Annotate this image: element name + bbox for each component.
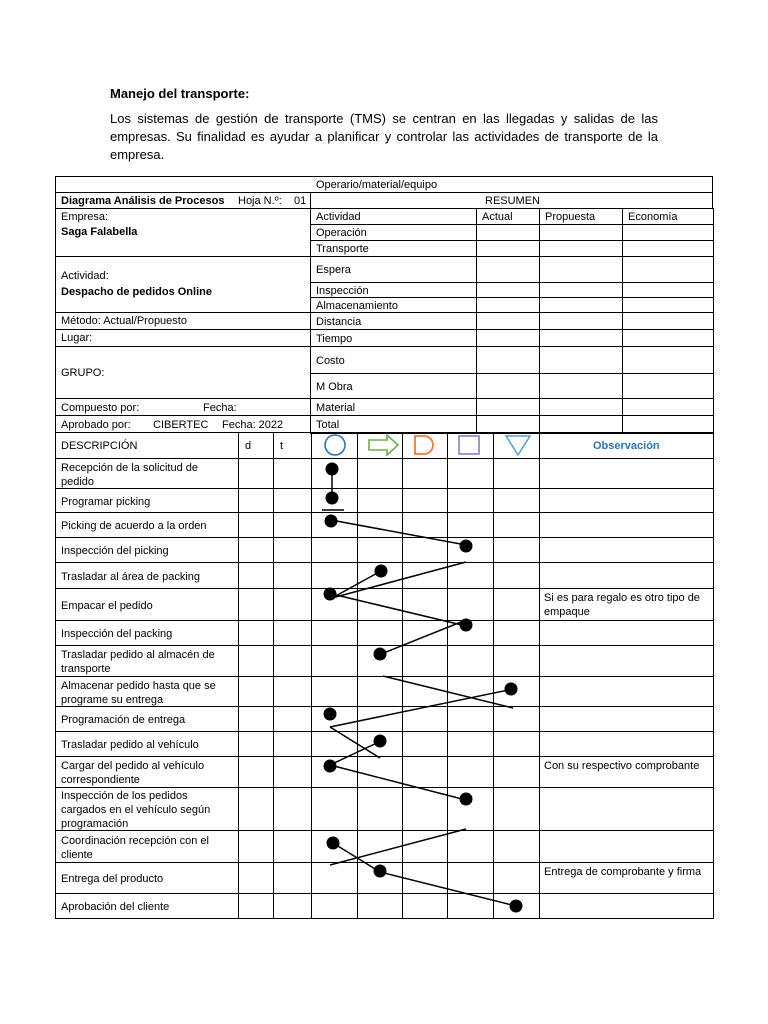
step-observation: Con su respectivo comprobante bbox=[544, 760, 700, 772]
flow-step-dot bbox=[324, 588, 337, 601]
step-description: Empacar el pedido bbox=[61, 600, 153, 612]
empresa-value: Saga Falabella bbox=[61, 226, 138, 238]
hoja-value: 01 bbox=[294, 195, 307, 207]
flow-connector-line bbox=[380, 872, 516, 906]
flow-connector-line bbox=[330, 765, 466, 800]
flow-step-dot bbox=[460, 619, 473, 632]
diagram-title: Diagrama Análisis de Procesos bbox=[61, 195, 225, 207]
summary-row-label: Tiempo bbox=[316, 333, 353, 345]
step-observation: Entrega de comprobante y firma bbox=[544, 866, 702, 878]
step-description: Coordinación recepción con el cliente bbox=[61, 835, 209, 861]
summary-row-label: Material bbox=[316, 402, 356, 414]
flow-connector-line bbox=[330, 689, 513, 727]
aprobado-value: CIBERTEC bbox=[153, 419, 209, 431]
delay-d-icon bbox=[415, 436, 433, 454]
empresa-label: Empresa: bbox=[61, 211, 109, 223]
flow-connector-line bbox=[332, 594, 466, 626]
summary-row-label: Total bbox=[316, 419, 340, 431]
storage-triangle-icon bbox=[506, 436, 530, 455]
flow-step-dot bbox=[325, 515, 338, 528]
step-description: Programar picking bbox=[61, 496, 151, 508]
step-description: Inspección de los pedidos cargados en el vehículo según programación bbox=[61, 790, 211, 830]
flow-step-dot bbox=[324, 760, 337, 773]
step-description: Picking de acuerdo a la orden bbox=[61, 520, 207, 532]
flow-step-dot bbox=[374, 865, 387, 878]
observacion-header: Observación bbox=[593, 440, 660, 452]
hoja-label: Hoja N.º: bbox=[238, 195, 282, 207]
metodo-label: Método: Actual/Propuesto bbox=[61, 315, 187, 327]
step-description: Cargar del pedido al vehículo correspondiente bbox=[61, 760, 205, 786]
summary-row-label: Costo bbox=[316, 355, 345, 367]
flow-connector-line bbox=[333, 843, 380, 872]
summary-row-label: Operación bbox=[316, 227, 367, 239]
summary-row-label: Transporte bbox=[316, 243, 369, 255]
summary-row-label: Inspección bbox=[316, 285, 369, 297]
flow-step-dot bbox=[375, 565, 388, 578]
step-description: Inspección del packing bbox=[61, 628, 173, 640]
flow-step-dot bbox=[460, 793, 473, 806]
flow-connector-line bbox=[330, 829, 466, 865]
transport-arrow-icon bbox=[369, 435, 398, 455]
step-description: Recepción de la solicitud de pedido bbox=[61, 462, 198, 488]
step-description: Aprobación del cliente bbox=[61, 901, 170, 913]
lugar-label: Lugar: bbox=[61, 332, 93, 344]
compuesto-label: Compuesto por: bbox=[61, 402, 140, 414]
flow-step-dot bbox=[374, 735, 387, 748]
actividad-label: Actividad: bbox=[61, 270, 109, 282]
flow-step-dot bbox=[374, 648, 387, 661]
actividad-value: Despacho de pedidos Online bbox=[61, 286, 212, 298]
step-observation: Si es para regalo es otro tipo de empaque bbox=[544, 592, 700, 618]
flow-step-dot bbox=[510, 900, 523, 913]
resumen-label: RESUMEN bbox=[485, 195, 541, 207]
flow-step-dot bbox=[505, 683, 518, 696]
summary-row-label: Almacenamiento bbox=[316, 300, 398, 312]
descripcion-header: DESCRIPCIÓN bbox=[61, 440, 138, 452]
summary-row-label: Distancia bbox=[316, 316, 362, 328]
summary-header: Actual bbox=[482, 211, 513, 223]
fecha-label: Fecha: bbox=[203, 402, 237, 414]
step-description: Entrega del producto bbox=[61, 873, 164, 885]
flow-connector-line bbox=[381, 620, 466, 654]
step-description: Trasladar pedido al almacén de transporte bbox=[61, 649, 215, 675]
summary-header: Propuesta bbox=[545, 211, 596, 223]
grupo-label: GRUPO: bbox=[61, 367, 105, 379]
flow-connector-line bbox=[332, 562, 466, 598]
summary-header: Actividad bbox=[316, 211, 361, 223]
flow-step-dot bbox=[460, 540, 473, 553]
step-description: Inspección del picking bbox=[61, 545, 169, 557]
summary-row-label: Espera bbox=[316, 264, 351, 276]
step-description: Trasladar pedido al vehículo bbox=[61, 739, 199, 751]
d-header: d bbox=[245, 440, 252, 452]
flow-step-dot bbox=[326, 492, 339, 505]
operation-circle-icon bbox=[325, 435, 345, 455]
step-description: Trasladar al área de packing bbox=[61, 571, 201, 583]
top-header-label: Operario/material/equipo bbox=[316, 179, 438, 191]
fecha-aprobacion: Fecha: 2022 bbox=[222, 419, 284, 431]
t-header: t bbox=[280, 440, 284, 452]
flow-step-dot bbox=[324, 708, 337, 721]
intro-paragraph: Los sistemas de gestión de transporte (TMS) se centran en las llegadas y salidas de las empresas. Su finalidad es ayudar a planificar y controlar las actividades de transporte de la empresa. bbox=[110, 111, 658, 162]
step-description: Almacenar pedido hasta que se programe su entrega bbox=[61, 680, 216, 706]
flow-step-dot bbox=[326, 463, 339, 476]
inspection-square-icon bbox=[459, 436, 479, 454]
summary-row-label: M Obra bbox=[316, 381, 353, 393]
section-heading: Manejo del transporte: bbox=[110, 86, 250, 101]
aprobado-label: Aprobado por: bbox=[61, 419, 131, 431]
summary-header: Economía bbox=[628, 211, 678, 223]
flow-step-dot bbox=[327, 837, 340, 850]
flow-connector-line bbox=[332, 571, 381, 598]
flow-connector-line bbox=[331, 520, 466, 545]
step-description: Programación de entrega bbox=[61, 714, 186, 726]
